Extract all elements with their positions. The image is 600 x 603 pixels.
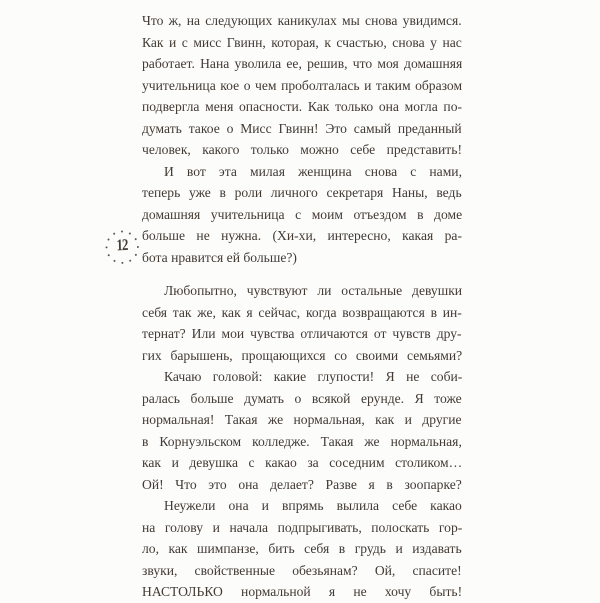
- text-line: [142, 10, 462, 32]
- text-line: [142, 225, 462, 247]
- paragraph: [142, 495, 462, 603]
- text-line-content: Качаю головой: какие глупости! Я не соби-: [164, 369, 462, 384]
- text-line-content: Ой! Что это она делает? Разве я в зоопарке?: [142, 476, 462, 492]
- paragraph: [142, 10, 462, 161]
- text-line: [142, 495, 462, 517]
- text-line-content: И вот эта милая женщина снова с нами,: [164, 163, 462, 179]
- paragraph: [142, 366, 462, 495]
- text-line: [142, 75, 462, 97]
- ornament-dot: [128, 232, 131, 235]
- text-line: [142, 302, 462, 324]
- page-number-ornament: [106, 231, 138, 263]
- text-line-content: учительница кое о чем проболталась и таким образом: [142, 77, 462, 93]
- ornament-dot: [134, 238, 137, 241]
- text-line-content: как и девушка с какао за соседним столиком…: [142, 455, 462, 470]
- text-line-content: Что ж, на следующих каникулах мы снова увидимся.: [142, 13, 462, 28]
- ornament-dot: [105, 246, 107, 248]
- text-line-content: ло, как шимпанзе, бить себя в грудь и издавать: [142, 541, 462, 556]
- text-line-content: Любопытно, чувствуют ли остальные девушки: [164, 283, 462, 298]
- text-line-content: себя так же, как я сейчас, когда возвращаются в ин-: [142, 304, 462, 320]
- text-line: [142, 161, 462, 183]
- text-line: [142, 182, 462, 204]
- text-line: [142, 204, 462, 226]
- text-line-content: ралась больше думать о всякой ерунде. Я тоже: [142, 390, 462, 406]
- text-line: [142, 32, 462, 54]
- text-line-content: НАСТОЛЬКО нормальной я не хочу быть!: [142, 584, 462, 599]
- text-line-content: тернат? Или мои чувства отличаются от чувств дру-: [142, 326, 462, 341]
- text-line: [142, 139, 462, 161]
- text-line-content: бота нравится ей больше?): [142, 249, 297, 265]
- ornament-dot: [128, 259, 131, 262]
- ornament-dot: [136, 246, 138, 248]
- ornament-dot: [113, 232, 116, 235]
- text-line-content: на голову и начала подпрыгивать, полоскать гор-: [142, 519, 462, 535]
- text-line-content: теперь уже в роли личного секретаря Наны, ведь: [142, 185, 462, 200]
- text-line-content: больше не нужна. (Хи-хи, интересно, какая ра-: [142, 228, 462, 243]
- page-number: 12: [116, 236, 128, 255]
- text-line: [142, 247, 462, 269]
- text-line: [142, 280, 462, 302]
- text-line: [142, 323, 462, 345]
- text-line: [142, 538, 462, 560]
- text-line: [142, 431, 462, 453]
- text-line-content: в Корнуэльском колледже. Такая же нормальная,: [142, 433, 462, 449]
- paragraph: [142, 161, 462, 269]
- text-line-content: домашняя учительница с моим отъездом в доме: [142, 206, 462, 222]
- text-line: [142, 118, 462, 140]
- text-line: [142, 409, 462, 431]
- ornament-dot: [107, 238, 110, 241]
- ornament-dot: [121, 230, 123, 232]
- paragraph: [142, 280, 462, 366]
- text-line-content: звуки, свойственные обезьянам? Ой, спасите!: [142, 562, 462, 578]
- text-line: [142, 560, 462, 582]
- text-line-content: нормальная! Такая же нормальная, как и другие: [142, 412, 462, 427]
- ornament-dot: [113, 259, 116, 262]
- text-line-content: Неужели она и впрямь вылила себе какао: [164, 498, 462, 513]
- ornament-dot: [121, 261, 123, 263]
- text-line: [142, 517, 462, 539]
- text-line: [142, 366, 462, 388]
- text-line-content: подвергла меня опасности. Как только она могла по-: [142, 99, 462, 114]
- text-line-content: гих барышень, прощающихся со своими семьями?: [142, 347, 462, 363]
- text-line: [142, 474, 462, 496]
- text-line-content: Как и с мисс Гвинн, которая, к счастью, снова у нас: [142, 34, 462, 50]
- page-text-block: [142, 10, 462, 603]
- text-line: [142, 96, 462, 118]
- text-line: [142, 452, 462, 474]
- text-line-content: человек, какого только можно себе представить!: [142, 142, 462, 157]
- text-line: [142, 581, 462, 603]
- text-line: [142, 53, 462, 75]
- ornament-dot: [134, 253, 137, 256]
- ornament-dot: [107, 253, 110, 256]
- text-line: [142, 345, 462, 367]
- text-line: [142, 388, 462, 410]
- text-line-content: работает. Нана уволила ее, решив, что моя домашняя: [142, 56, 462, 71]
- text-line-content: думать такое о Мисс Гвинн! Это самый преданный: [142, 120, 462, 136]
